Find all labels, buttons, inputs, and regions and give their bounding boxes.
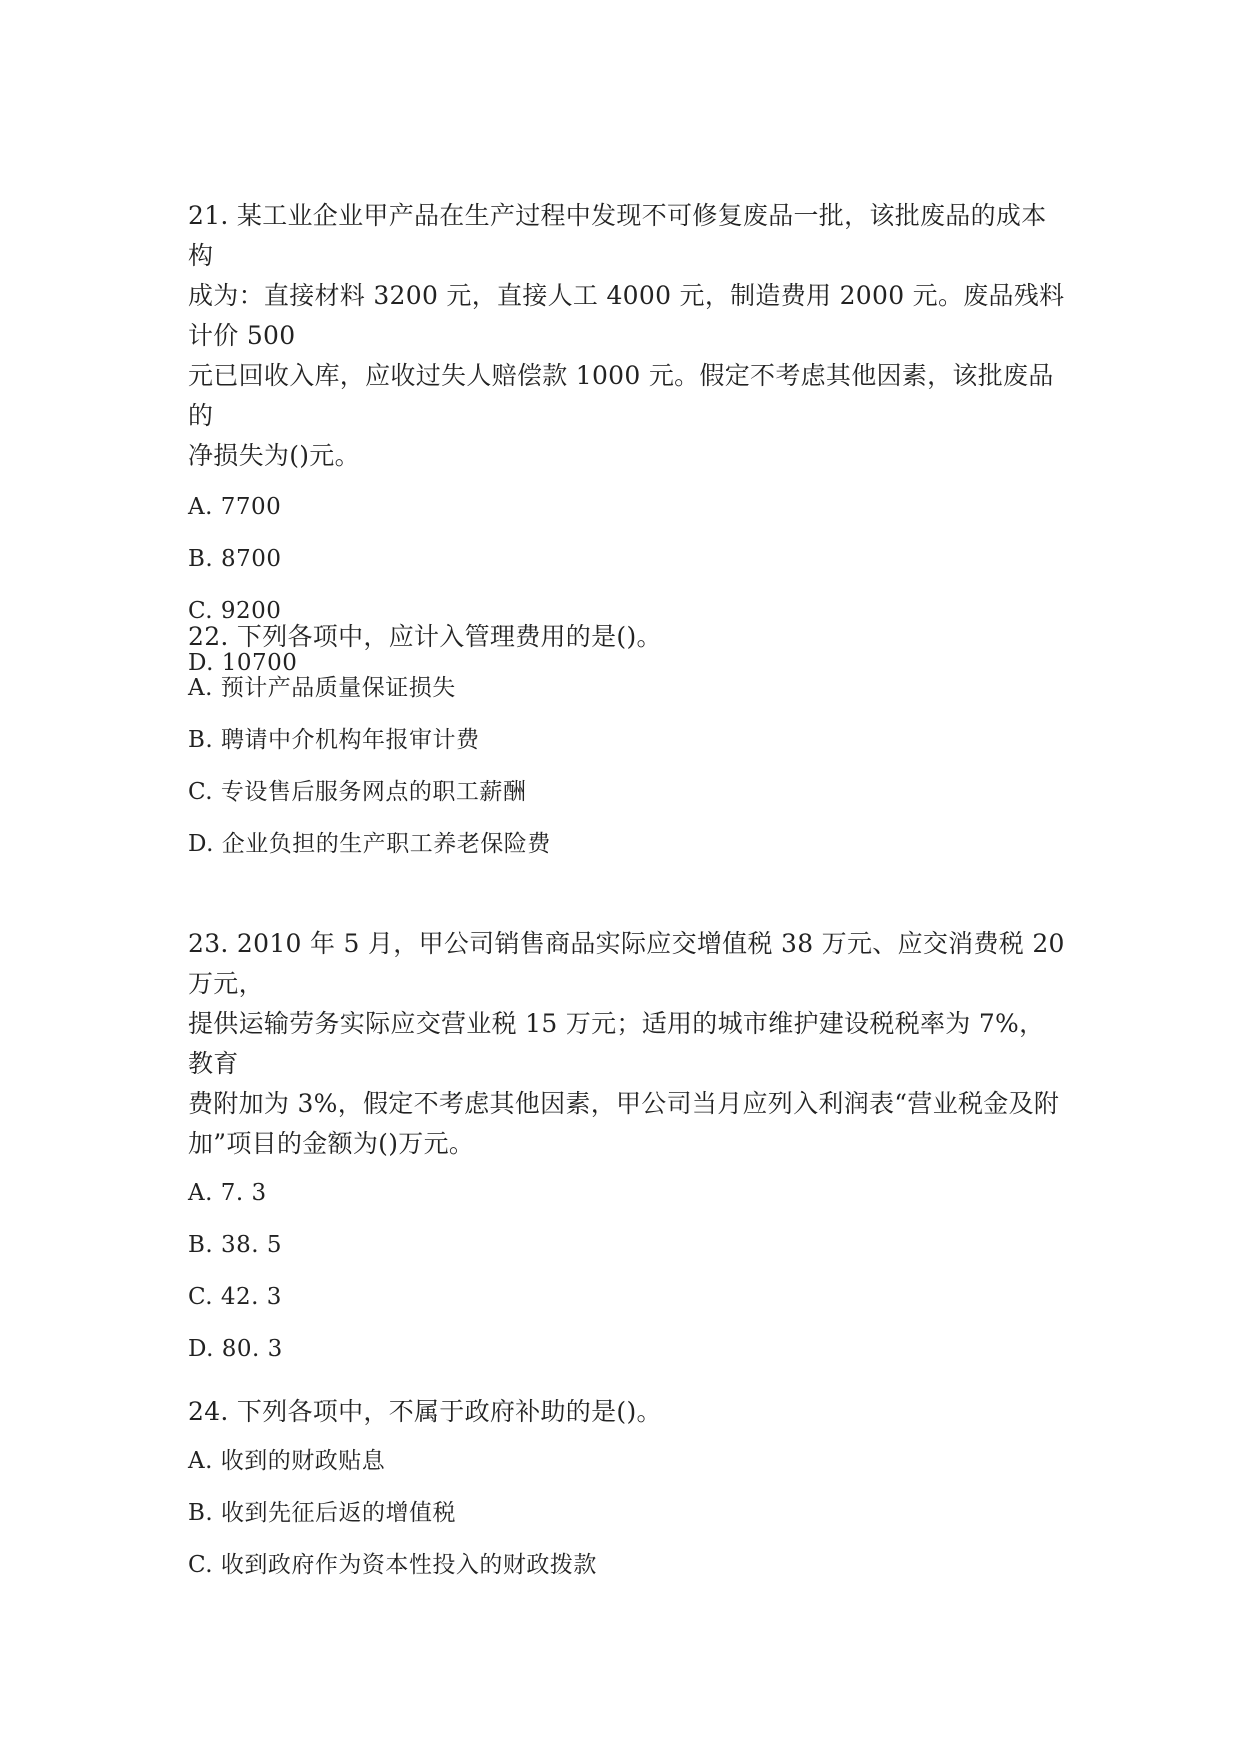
question-stem-line: 费附加为 3%，假定不考虑其他因素，甲公司当月应列入利润表“营业税金及附 bbox=[188, 1089, 1060, 1118]
question-stem-line: 24. 下列各项中，不属于政府补助的是()。 bbox=[188, 1397, 662, 1426]
option-list bbox=[188, 1446, 1068, 1602]
option-d: D. 80. 3 bbox=[188, 1336, 283, 1362]
option-b: B. 聘请中介机构年报审计费 bbox=[188, 727, 480, 753]
option-c: C. 收到政府作为资本性投入的财政拨款 bbox=[188, 1552, 597, 1578]
option-c: C. 专设售后服务网点的职工薪酬 bbox=[188, 779, 527, 805]
option-list bbox=[188, 1178, 1068, 1386]
option-list bbox=[188, 673, 1068, 881]
option-b: B. 38. 5 bbox=[188, 1232, 283, 1258]
question-24 bbox=[188, 1392, 1068, 1602]
option-a: A. 预计产品质量保证损失 bbox=[188, 675, 456, 701]
option-b: B. 8700 bbox=[188, 546, 282, 572]
question-stem-line: 22. 下列各项中，应计入管理费用的是()。 bbox=[188, 622, 662, 651]
option-d: D. 企业负担的生产职工养老保险费 bbox=[188, 831, 551, 857]
option-a: A. 7. 3 bbox=[188, 1180, 267, 1206]
question-23 bbox=[188, 924, 1068, 1386]
question-stem-line: 成为：直接材料 3200 元，直接人工 4000 元，制造费用 2000 元。废品残料计价 500 bbox=[188, 281, 1065, 350]
question-stem-line: 21. 某工业企业甲产品在生产过程中发现不可修复废品一批，该批废品的成本构 bbox=[188, 201, 1047, 270]
option-d: D. 10700 bbox=[188, 650, 298, 676]
option-c: C. 9200 bbox=[188, 598, 282, 624]
question-stem-line: 元已回收入库，应收过失人赔偿款 1000 元。假定不考虑其他因素，该批废品的 bbox=[188, 361, 1054, 430]
option-b: B. 收到先征后返的增值税 bbox=[188, 1500, 457, 1526]
question-22 bbox=[188, 617, 1068, 881]
question-stem-line: 提供运输劳务实际应交营业税 15 万元；适用的城市维护建设税税率为 7%，教育 bbox=[188, 1009, 1045, 1078]
question-stem-line: 加”项目的金额为()万元。 bbox=[188, 1129, 475, 1158]
question-stem-line: 净损失为()元。 bbox=[188, 441, 360, 470]
option-c: C. 42. 3 bbox=[188, 1284, 282, 1310]
option-a: A. 7700 bbox=[188, 494, 282, 520]
option-a: A. 收到的财政贴息 bbox=[188, 1448, 386, 1474]
question-stem-line: 23. 2010 年 5 月，甲公司销售商品实际应交增值税 38 万元、应交消费税 20 万元， bbox=[188, 929, 1065, 998]
